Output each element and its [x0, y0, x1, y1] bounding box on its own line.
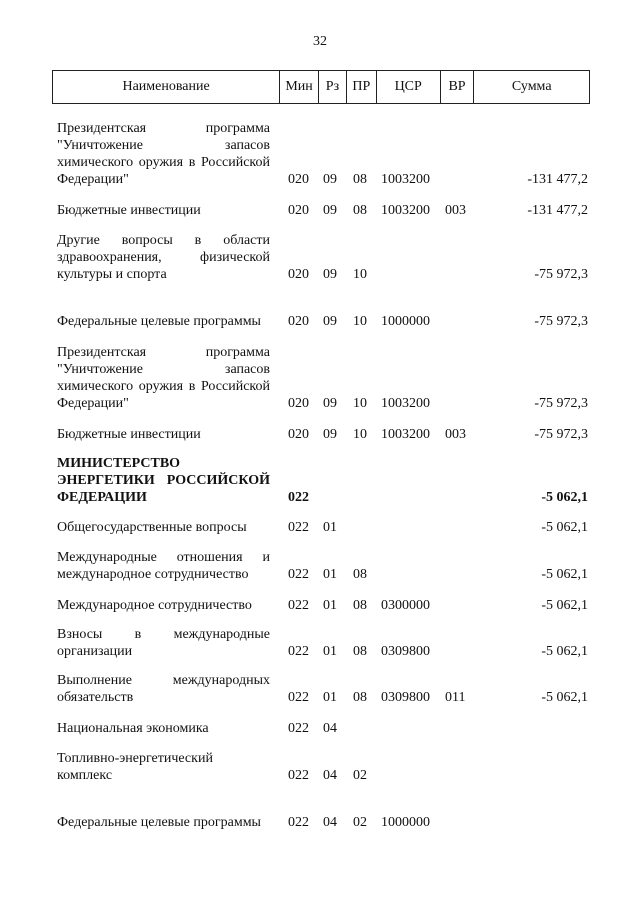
row-csr: 0300000 — [381, 598, 430, 613]
row-pr: 08 — [353, 690, 367, 705]
row-name: Общегосударственные вопросы — [57, 520, 247, 535]
row-min: 022 — [288, 721, 309, 736]
row-rz: 01 — [323, 598, 337, 613]
table-body — [0, 120, 640, 831]
row-pr: 08 — [353, 172, 367, 187]
row-min: 020 — [288, 267, 309, 282]
row-rz: 01 — [323, 567, 337, 582]
row-min: 020 — [288, 203, 309, 218]
row-name: Бюджетные инвестиции — [57, 203, 201, 218]
row-pr: 08 — [353, 567, 367, 582]
row-name: Международное сотрудничество — [57, 598, 252, 613]
table-row — [0, 412, 640, 443]
header-name: Наименование — [122, 79, 210, 94]
row-rz: 09 — [323, 203, 337, 218]
row-vr: 003 — [445, 203, 466, 218]
row-csr: 1000000 — [381, 314, 430, 329]
row-name: Национальная экономика — [57, 721, 209, 736]
header-min: Мин — [279, 71, 318, 103]
header-rz: Рз — [318, 71, 346, 103]
row-name: Федеральные целевые программы — [57, 815, 261, 830]
row-sum: -75 972,3 — [534, 396, 588, 411]
row-min: 022 — [288, 520, 309, 535]
row-min: 022 — [288, 768, 309, 783]
table-row — [0, 283, 640, 330]
row-csr: 1003200 — [381, 203, 430, 218]
row-min: 022 — [288, 644, 309, 659]
row-csr: 1003200 — [381, 396, 430, 411]
table-row — [0, 443, 640, 506]
table-row — [0, 506, 640, 536]
row-pr: 10 — [353, 396, 367, 411]
row-min: 022 — [288, 567, 309, 582]
row-csr: 1003200 — [381, 427, 430, 442]
row-name: Бюджетные инвестиции — [57, 427, 201, 442]
row-rz: 09 — [323, 172, 337, 187]
row-csr: 1000000 — [381, 815, 430, 830]
row-pr: 08 — [353, 203, 367, 218]
row-sum: -5 062,1 — [541, 520, 588, 535]
row-sum: -5 062,1 — [541, 567, 588, 582]
row-rz: 01 — [323, 644, 337, 659]
row-sum: -75 972,3 — [534, 267, 588, 282]
row-sum: -5 062,1 — [541, 690, 588, 705]
row-min: 020 — [288, 172, 309, 187]
row-pr: 02 — [353, 768, 367, 783]
table-header — [52, 70, 590, 104]
row-vr: 011 — [445, 690, 466, 705]
row-pr: 08 — [353, 644, 367, 659]
row-rz: 09 — [323, 427, 337, 442]
row-csr: 0309800 — [381, 690, 430, 705]
row-min: 020 — [288, 396, 309, 411]
row-csr: 0309800 — [381, 644, 430, 659]
row-rz: 01 — [323, 520, 337, 535]
row-pr: 08 — [353, 598, 367, 613]
row-vr: 003 — [445, 427, 466, 442]
row-sum: -75 972,3 — [534, 314, 588, 329]
row-name: Президентская программа "Уничтожение запасов химического оружия в Российской Федерации" — [57, 121, 270, 187]
row-csr: 1003200 — [381, 172, 430, 187]
row-pr: 10 — [353, 314, 367, 329]
row-rz: 09 — [323, 314, 337, 329]
row-min: 020 — [288, 427, 309, 442]
page-number: 32 — [313, 34, 327, 49]
row-min: 022 — [288, 815, 309, 830]
row-sum: -75 972,3 — [534, 427, 588, 442]
row-rz: 04 — [323, 721, 337, 736]
row-name: Другие вопросы в области здравоохранения, физической культуры и спорта — [57, 233, 270, 282]
row-min: 022 — [288, 690, 309, 705]
row-rz: 09 — [323, 396, 337, 411]
table-row — [0, 330, 640, 412]
row-min: 022 — [288, 490, 309, 505]
header-sum: Сумма — [473, 71, 589, 103]
header-pr: ПР — [346, 71, 376, 103]
row-name: МИНИСТЕРСТВО ЭНЕРГЕТИКИ РОССИЙСКОЙ ФЕДЕРАЦИИ — [57, 456, 270, 505]
row-pr: 10 — [353, 267, 367, 282]
row-name: Федеральные целевые программы — [57, 314, 261, 329]
table-row — [0, 219, 640, 283]
row-sum: -5 062,1 — [541, 490, 588, 505]
table-row — [0, 614, 640, 660]
row-sum: -131 477,2 — [527, 172, 588, 187]
row-name: Топливно-энергетический комплекс — [57, 751, 213, 783]
row-rz: 09 — [323, 267, 337, 282]
row-min: 020 — [288, 314, 309, 329]
table-row — [0, 188, 640, 219]
row-pr: 02 — [353, 815, 367, 830]
row-name: Взносы в международные организации — [57, 627, 270, 659]
row-min: 022 — [288, 598, 309, 613]
row-name: Выполнение международных обязательств — [57, 673, 270, 705]
row-pr: 10 — [353, 427, 367, 442]
table-row — [0, 536, 640, 583]
row-name: Президентская программа "Уничтожение запасов химического оружия в Российской Федерации" — [57, 345, 270, 411]
row-rz: 04 — [323, 815, 337, 830]
row-rz: 01 — [323, 690, 337, 705]
table-row — [0, 706, 640, 737]
row-sum: -5 062,1 — [541, 598, 588, 613]
row-rz: 04 — [323, 768, 337, 783]
table-row — [0, 784, 640, 831]
header-csr: ЦСР — [376, 71, 440, 103]
header-vr: ВР — [440, 71, 474, 103]
table-row — [0, 120, 640, 188]
row-name: Международные отношения и международное сотрудничество — [57, 550, 270, 582]
row-sum: -131 477,2 — [527, 203, 588, 218]
table-row — [0, 583, 640, 614]
row-sum: -5 062,1 — [541, 644, 588, 659]
table-row — [0, 737, 640, 784]
table-row — [0, 660, 640, 706]
